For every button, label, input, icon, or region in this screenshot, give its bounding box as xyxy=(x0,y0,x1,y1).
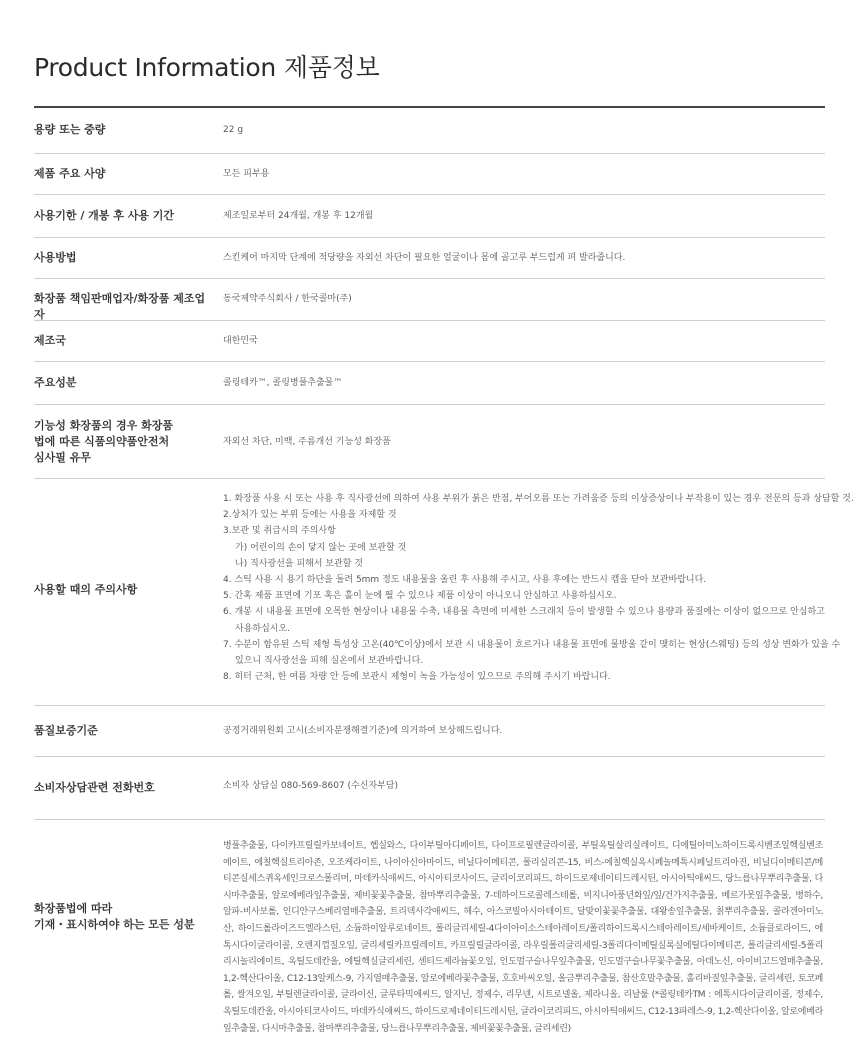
precaution-line: 8. 히터 근처, 한 여름 차량 안 등에 보관시 제형이 녹을 가능성이 있으므로 주의해 주시기 바랍니다. xyxy=(223,672,611,683)
row-all-ingredients xyxy=(34,820,825,1045)
precaution-line: 1. 화장품 사용 시 또는 사용 후 직사광선에 의하여 사용 부위가 붉은 반점, 부어오름 또는 가려움증 등의 이상증상이나 부작용이 있는 경우 전문의 등과 상담할 것. xyxy=(223,494,854,504)
row-label: 사용방법 xyxy=(34,251,77,264)
product-info-table xyxy=(34,106,854,1045)
row-label-line: 법에 따른 식품의약품안전처 xyxy=(34,435,170,448)
row-country xyxy=(34,321,825,362)
precaution-line: 7. 수분이 함유된 스틱 제형 특성상 고온(40℃이상)에서 보관 시 내용물이 흐르거나 내용물 표면에 물방울 같이 맺히는 현상(스웨팅) 등의 성상 변화가 있을 수 xyxy=(223,639,841,650)
page-title-en: Product Information xyxy=(34,53,276,82)
row-label: 제조국 xyxy=(34,334,66,347)
row-label: 소비자상담관련 전화번호 xyxy=(34,781,155,794)
precaution-line: 사용하십시오. xyxy=(235,623,291,634)
row-label-line: 기재・표시하여야 하는 모든 성분 xyxy=(34,918,195,931)
row-value: 대한민국 xyxy=(223,336,258,346)
row-functional xyxy=(34,405,825,479)
row-label-line: 화장품법에 따라 xyxy=(34,902,113,915)
row-label-line: 기능성 화장품의 경우 화장품 xyxy=(34,419,173,432)
row-value: 제조일로부터 24개월, 개봉 후 12개월 xyxy=(223,211,374,221)
row-quality xyxy=(34,706,825,757)
page-title xyxy=(34,48,379,84)
precaution-line: 3.보관 및 취급시의 주의사항 xyxy=(223,526,336,537)
row-label: 화장품 책임판매업자/화장품 제조업자 xyxy=(34,292,206,321)
row-label: 사용기한 / 개봉 후 사용 기간 xyxy=(34,209,175,222)
row-spec xyxy=(34,154,825,195)
precaution-line: 2.상처가 있는 부위 등에는 사용을 자제할 것 xyxy=(223,510,397,521)
precaution-line: 6. 개봉 시 내용물 표면에 오목한 현상이나 내용물 수축, 내용물 측면에 미세한 스크래치 등이 발생할 수 있으나 용량과 품질에는 이상이 없으므로 안심하고 xyxy=(223,607,825,618)
row-label: 제품 주요 사양 xyxy=(34,167,106,180)
row-phone xyxy=(34,757,825,820)
row-expiry xyxy=(34,195,825,238)
row-usage xyxy=(34,238,825,279)
row-value: 모든 피부용 xyxy=(223,169,270,179)
precaution-line: 가) 어린이의 손이 닿지 않는 곳에 보관할 것 xyxy=(235,542,407,553)
row-label: 사용할 때의 주의사항 xyxy=(34,583,138,596)
row-value: 소비자 상담실 080-569-8607 (수신자부담) xyxy=(223,781,398,791)
row-label: 품질보증기준 xyxy=(34,724,98,737)
precautions-list xyxy=(223,491,854,685)
row-label: 용량 또는 중량 xyxy=(34,123,106,136)
row-main-ingredients xyxy=(34,362,825,405)
precaution-line: 5. 간혹 제품 표면에 기포 혹은 홀이 눈에 띌 수 있으나 제품 이상이 아니오니 안심하고 사용하십시오. xyxy=(223,591,617,602)
row-precautions xyxy=(34,479,854,706)
row-value: 자외선 차단, 미백, 주름개선 기능성 화장품 xyxy=(223,437,391,447)
page-title-ko: 제품정보 xyxy=(283,53,380,82)
row-value: 스킨케어 마지막 단계에 적당량을 자외선 차단이 필요한 얼굴이나 몸에 골고루 부드럽게 펴 발라줍니다. xyxy=(223,253,626,263)
row-value: 동국제약주식회사 / 한국콜마(주) xyxy=(223,294,352,304)
row-label-line: 심사필 유무 xyxy=(34,451,91,464)
row-capacity xyxy=(34,106,825,154)
row-value: 22 g xyxy=(223,125,244,135)
row-value: 공정거래위원회 고시(소비자분쟁해결기준)에 의거하여 보상해드립니다. xyxy=(223,726,503,736)
row-label xyxy=(34,418,214,466)
row-label: 주요성분 xyxy=(34,376,77,389)
precaution-line: 4. 스틱 사용 시 용기 하단을 돌려 5mm 정도 내용물을 올린 후 사용해 주시고, 사용 후에는 반드시 캡을 닫아 보관바랍니다. xyxy=(223,575,707,586)
row-manufacturer xyxy=(34,279,825,321)
all-ingredients-text: 병풀추출물, 다이카프릴릴카보네이트, 헵실와스, 다이부틸아디페이트, 다이프로필렌글라이콜, 부틸옥틸살리실레이트, 디에틸아미노하이드록시벤조일헥실벤조에이트, 에칠헥실트리아존, 오조케라이트, 나이아신아마이드, 비닐다이메티콘, 폴리실리콘-15, 비스-에칠헥실옥시페놀메톡시페닐트리아진, 비닐디이메티콘/메티콘실세스퀴옥세인크로스폴리머, 마데카식애씨드, 아시아티코사이드, 글리이코리피드, 하이드로제네이티드레시틴, 아시아틱애씨드, 당느릅나무뿌리추출물, 다시마추출물, 알로에베라잎추출물, 제비꽃꽃추출물, 참마뿌리추출물, 7-데하이드로콜레스테롤, 비지니아풍년화잎/잎/건가지추출물, 베르가못잎추출물, 병하수, 알파-비사보롤, 인디안구스베리열매추출물, 트리덱사각애씨드, 헤수, 아스코빌아시아테이트, 달맞이꽃꽃추출물, 대왕송잎추출물, 칡뿌리추출물, 콜라겐아미노산, 하이드롤라이즈드엘라스틴, 소듐하이알루로네이트, 폴리글리세릴-4다이아이소스테아레이트/폴리하이드록시스테아레이트/세바케이트, 소듐클로라이드, 에톡시다이글라이콜, 오렌지껍질오일, 글리세릴카프릴레이트, 카프릴릴글라이콜, 라우릴폴리글리세릴-3폴리다이메틸실록실에틸다이메티콘, 폴리글리세릴-5폴리리시놀리에이트, 옥틸도데칸올, 에틸헥실글리세린, 센티드제라늄꽃오일, 인도멀구슬나무잎추출물, 인도멀구슬나무꽃추출물, 아데노신, 아이비고드열매추출물, 1,2-헥산다이올, C12-13알케스-9, 가지열매추출물, 알로에베라꽃추출물, 호호바씨오일, 올금뿌리추출물, 참산호말추출물, 홀리바질잎추출물, 글리세린, 토코페롤, 쌀겨오일, 부틸렌글라이콜, 글라이신, 글루타믹애씨드, 알지닌, 정제수, 리무넨, 시트로넬올, 제라니올, 리날룰 (*콜링테카TM : 에톡시다이글리이콜, 정제수, 옥틸도데칸올, 아시아티코사이드, 마데카식애씨드, 하이드로제네이티드레시틴, 글라이코리피드, 아시아틱애씨드, C12-13파레스-9, 1,2-헥산다이올, 알로에베라잎추출물, 다시마추출물, 참마뿌리추출물, 당느릅나무뿌리추출물, 제비꽃꽃추출물, 글리세린) xyxy=(223,841,823,1034)
precaution-line: 나) 직사광선을 피해서 보관할 것 xyxy=(235,558,363,569)
row-value: 콜링테카™, 콜링병풀추출물™ xyxy=(223,378,343,388)
row-label xyxy=(34,901,214,933)
precaution-line: 있으니 직사광선을 피해 실온에서 보관바랍니다. xyxy=(235,656,424,667)
